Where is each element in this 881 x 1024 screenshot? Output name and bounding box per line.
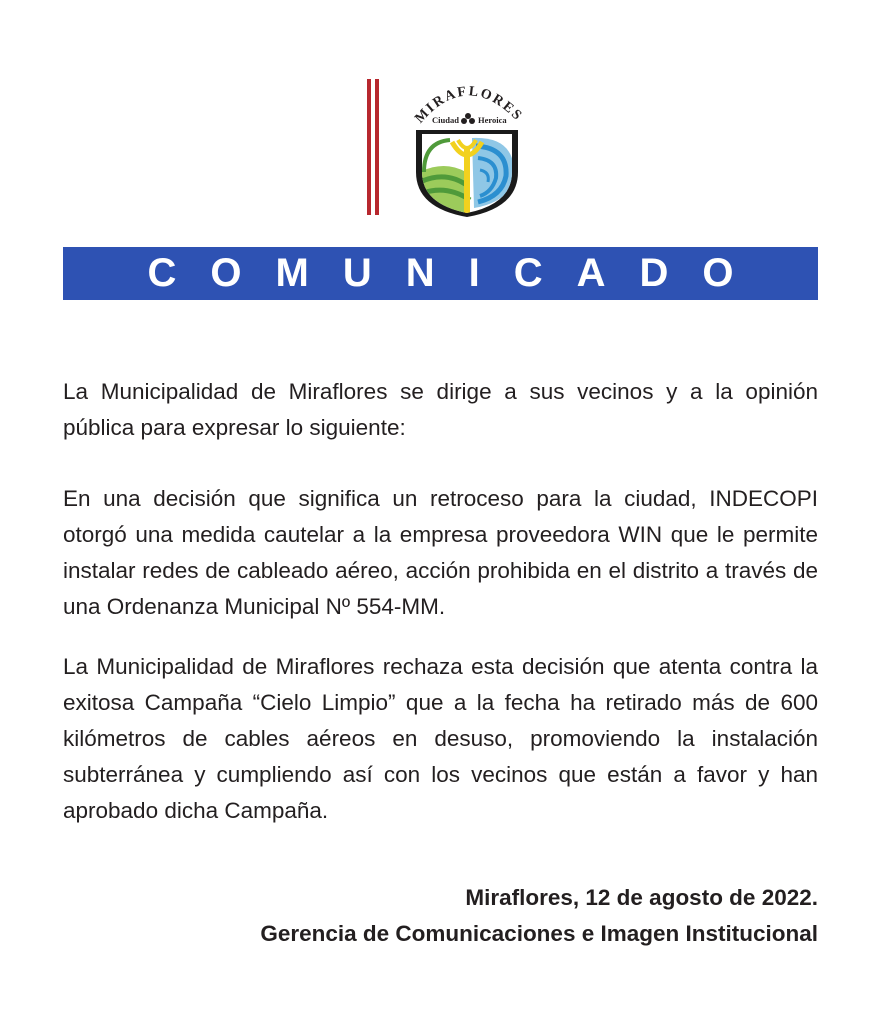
- miraflores-emblem-icon: [392, 76, 542, 218]
- red-stripe-left: [367, 79, 371, 215]
- comunicado-banner: [63, 247, 818, 300]
- red-stripe-right: [375, 79, 379, 215]
- paragraph-decision: En una decisión que significa un retroceso para la ciudad, INDECOPI otorgó una medida cautelar a la empresa proveedora WIN que le permite instalar redes de cableado aéreo, acción prohibida en el distrito a través de una Ordenanza Municipal Nº 554-MM.: [63, 486, 818, 619]
- signature-place-date: Miraflores, 12 de agosto de 2022.: [465, 885, 818, 910]
- signature-office: Gerencia de Comunicaciones e Imagen Institucional: [260, 921, 818, 946]
- miraflores-logo: [360, 76, 540, 216]
- signature-block: [260, 880, 818, 952]
- logo-left-word: Ciudad: [432, 115, 459, 125]
- svg-text:MIRAFLORES: [412, 84, 525, 126]
- paragraph-intro: La Municipalidad de Miraflores se dirige a sus vecinos y a la opinión pública para expresar lo siguiente:: [63, 379, 818, 440]
- logo-right-word: Heroica: [478, 115, 507, 125]
- logo-cluster-icon: [461, 113, 475, 124]
- red-stripes: [367, 79, 379, 215]
- banner-title: COMUNICADO: [147, 251, 768, 295]
- logo-name: MIRAFLORES: [412, 84, 526, 127]
- paragraph-rejection: La Municipalidad de Miraflores rechaza esta decisión que atenta contra la exitosa Campaña “Cielo Limpio” que a la fecha ha retirado más de 600 kilómetros de cables aéreos en desuso, promoviendo la instalación subterránea y cumpliendo así con los vecinos que están a favor y han aprobado dicha Campaña.: [63, 654, 818, 823]
